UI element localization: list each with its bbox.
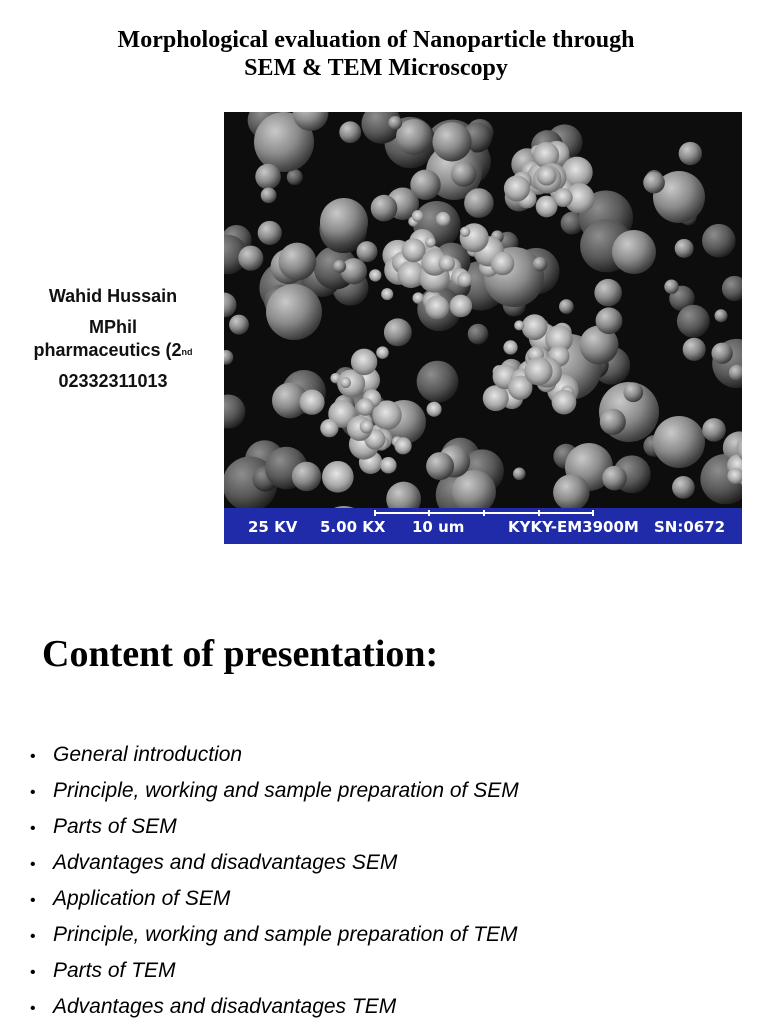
- title-line-1: Morphological evaluation of Nanoparticle through: [117, 27, 635, 53]
- contents-item: [30, 920, 519, 956]
- scale-ruler: [374, 512, 594, 514]
- contents-item: [30, 884, 519, 920]
- contents-item-label: Principle, working and sample preparation of TEM: [53, 923, 518, 946]
- voltage-label: 25 KV: [248, 518, 298, 536]
- slide-title: [0, 26, 752, 82]
- contents-item: [30, 812, 519, 848]
- contents-item: [30, 848, 519, 884]
- author-block: [0, 285, 226, 393]
- bullet-icon: •: [30, 964, 36, 981]
- contents-item-label: Principle, working and sample preparation of SEM: [53, 779, 519, 802]
- author-name: Wahid Hussain: [48, 286, 178, 306]
- scale-label: 10 um: [412, 518, 465, 536]
- sem-particles-image: [224, 112, 742, 508]
- title-line-2: SEM & TEM Microscopy: [244, 55, 508, 81]
- bullet-icon: •: [30, 928, 36, 945]
- bullet-icon: •: [30, 892, 36, 909]
- author-program: [0, 339, 226, 362]
- serial-label: SN:0672: [654, 518, 726, 536]
- author-phone: 02332311013: [58, 371, 168, 391]
- contents-item-label: Parts of SEM: [53, 815, 177, 838]
- contents-item-label: General introduction: [53, 743, 243, 766]
- author-program-text: pharmaceutics (2: [33, 340, 182, 360]
- contents-item: [30, 740, 519, 776]
- bullet-icon: •: [30, 856, 36, 873]
- bullet-icon: •: [30, 1000, 36, 1017]
- contents-item: [30, 992, 519, 1028]
- contents-heading: Content of presentation:: [42, 633, 439, 675]
- bullet-icon: •: [30, 748, 36, 765]
- bullet-icon: •: [30, 820, 36, 837]
- model-label: KYKY-EM3900M: [508, 518, 639, 536]
- magnification-label: 5.00 KX: [320, 518, 386, 536]
- contents-item-label: Parts of TEM: [53, 959, 176, 982]
- contents-list: [30, 740, 519, 1028]
- contents-item: [30, 776, 519, 812]
- author-program-sup: nd: [181, 347, 193, 357]
- sem-databar: [224, 508, 742, 544]
- contents-item-label: Advantages and disadvantages SEM: [53, 851, 398, 874]
- bullet-icon: •: [30, 784, 36, 801]
- contents-item-label: Advantages and disadvantages TEM: [53, 995, 397, 1018]
- author-degree: MPhil: [89, 317, 137, 337]
- contents-item-label: Application of SEM: [53, 887, 231, 910]
- sem-micrograph: [224, 112, 742, 544]
- contents-item: [30, 956, 519, 992]
